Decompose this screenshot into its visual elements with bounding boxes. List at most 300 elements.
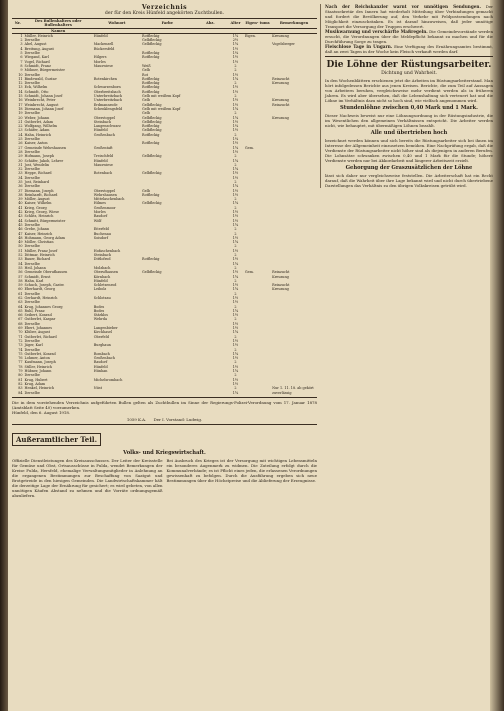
row-owner-name: Derselbe [24,81,40,86]
row-num: 36 [18,184,23,189]
row-home: Hünhan [93,369,108,374]
row-owner-name: Wolfgang, Wilhelm [24,124,57,129]
row-home: Kirchhasel [93,330,113,335]
row-note: Kreuzung [272,115,289,120]
article-body-2: Dieser Nachweis beweist nur eine Löhnungsordnung in der Rüstungsindustrie, die im Wesentlichen den allgemeinen Verhältnissen entspricht. Die Arbeiter werden nicht, wie behauptet, mit übermäßigen Löhnen bezahlt. [325,113,493,128]
row-owner-name: Breitung, August [24,46,54,51]
row-owner-name: Diemann, Johann Josef [24,106,64,111]
row-num: 65 [18,308,23,313]
row-ownership: Eigen. [244,33,256,38]
row-num: 55 [18,265,23,270]
article-subhead-2: Alle und übertrieben hoch [370,130,448,136]
register-subtitle: der für den Kreis Hünfeld angekörten Zuchtbullen. [104,11,225,16]
row-color: Gelbfleckig [142,171,162,176]
row-age: 1½ [232,214,239,219]
col-header-num: Nr. [12,19,24,29]
row-owner-name: Kaufmann, Joseph [24,360,56,365]
row-num: 17 [18,102,23,107]
row-num: 25 [18,137,23,142]
row-num: 42 [18,210,23,215]
row-owner-name: Möller, August [24,197,50,202]
row-color: Gelb [142,68,151,73]
row-age: 1½ [232,321,239,326]
row-owner-name: Hohmann, Georg Adam [24,235,65,240]
row-num: 73 [18,343,23,348]
article-headline: Die Löhne der Rüstungsarbeiter. [326,60,492,70]
row-age: 1¾ [232,351,239,356]
row-age: 1¾ [232,42,239,47]
row-owner-name: Krieg, Georg, Wiese [24,210,60,215]
row-owner-name: Müller, Franz Josef [24,248,58,253]
row-owner-name: Abel, August [24,42,47,47]
row-num: 27 [18,145,23,150]
row-owner-name: Hofmann, Joseph [24,154,55,159]
register-ref: 1059 K.A. [126,416,147,422]
row-num: 43 [18,214,23,219]
article-item-1-head: Nach der Reichskanzler warnt vor unnötigen Sendungen. [325,4,481,9]
row-age: 2 [234,265,237,270]
row-age: 1½ [232,326,239,331]
row-age: 1½ [232,257,239,262]
row-home: Molzbach [93,265,111,270]
row-age: 1½ [232,55,239,60]
row-home: Rotenbach [93,171,113,176]
row-num: 68 [18,321,23,326]
row-num: 83 [18,386,23,391]
row-num: 61 [18,291,23,296]
register-notice: Die in dem vorstehenden Verzeichnis aufgeführten Bullen gelten als Zuchtbullen im Sinne der Regierungs-Polizei-Verordnung vom 17. Januar 1878 (Amtsblatt Seite 40) vorzumerken. [12,399,317,410]
row-num: 59 [18,283,23,288]
row-age: 1½ [232,338,239,343]
row-age: 1¾ [232,308,239,313]
row-owner-name: Eck, Wilhelm [24,85,48,90]
row-age: 1¾ [232,167,239,172]
row-age: 1¾ [232,330,239,335]
row-num: 32 [18,167,23,172]
row-owner-name: Dittmar, Heinrich [24,253,55,258]
row-num: 11 [18,76,23,81]
row-num: 31 [18,162,23,167]
row-color: Rotfleckig [142,192,160,197]
row-color: Gelb mit weißem Kopf [142,106,181,111]
row-owner-name: Schmidt, Franz [24,63,51,68]
row-num: 79 [18,369,23,374]
row-age: 1¼ [232,124,239,129]
col-header-home: Wohnort [93,19,141,29]
row-home: Wehrda [93,317,107,322]
row-home: Eiterfeld [93,227,109,232]
row-num: 50 [18,244,23,249]
row-age: 1¾ [232,106,239,111]
row-owner-name: Derselbe [24,338,40,343]
table-header-row [12,19,317,29]
row-home: Rückersfeld [93,46,115,51]
row-age: 2 [234,63,237,68]
row-home: Hilgers [93,55,107,60]
row-color: Gelb [142,111,151,116]
row-color: Gelbfleckig [142,119,162,124]
col-header-note: Bemerkungen [271,19,317,29]
row-owner-name: Gemeinde Wehrshausen [24,145,67,150]
row-home: Unterbreitzbach [93,94,123,99]
row-note: Kreuzung [272,81,289,86]
row-age: 1½ [232,149,239,154]
row-color: Gelbfleckig [142,270,162,275]
row-owner-name: Schmidt, Otto [24,89,49,94]
row-num: 16 [18,98,23,103]
row-age: 1½ [232,364,239,369]
row-owner-name: Krug, Hubert [24,377,48,382]
row-age: 2 [234,253,237,258]
row-age: 1¾ [232,115,239,120]
row-owner-name: Schmidt, Johann Josef [24,94,63,99]
row-num: 39 [18,197,23,202]
article-item-2-head: Musikwarnung und verschärfte Maßregeln. [325,29,428,34]
row-num: 80 [18,373,23,378]
row-num: 53 [18,257,23,262]
row-num: 56 [18,270,23,275]
row-age: 1¾ [232,287,239,292]
col-subheader-name: Namen [24,28,93,33]
row-num: 38 [18,192,23,197]
row-home: Buchenau [93,231,111,236]
divider [12,397,317,398]
row-owner-name: Heil, Johann [24,265,46,270]
row-age: 2 [234,334,237,339]
row-age: 2 [234,227,237,232]
row-age: 1¾ [232,33,239,38]
row-num: 2 [20,38,23,43]
row-owner-name: Weinbrecht, Peter [24,98,56,103]
row-num: 45 [18,222,23,227]
row-owner-name: Derselbe [24,72,40,77]
row-num: 64 [18,304,23,309]
row-color: Rotfleckig [142,51,160,56]
row-owner-name: Gutberlet, Kaspar [24,317,56,322]
row-age: 2 [234,68,237,73]
row-owner-name: Jäger, Karl [24,343,43,348]
row-owner-name: Weber, Johann [24,115,50,120]
left-column [12,4,317,498]
section-columns [12,458,317,498]
row-home: Hünfeld [93,158,108,163]
row-color: Gelbfleckig [142,102,162,107]
row-owner-name: Derselbe [24,373,40,378]
row-home: Schwarzenborn [93,85,121,90]
row-num: 57 [18,274,23,279]
row-owner-name: Lohmer, Anton [24,356,50,361]
row-age: 2½ [232,38,239,43]
row-age: 1½ [232,283,239,288]
row-color: Rotfleckig [142,81,160,86]
col-header-owner: Des Bullenhalters oder Bullenhalters [24,19,93,29]
row-home: Oberfeld [93,334,109,339]
row-num: 3 [20,42,23,47]
row-age: 2 [234,94,237,99]
row-age: 1½ [232,46,239,51]
row-owner-name: Bauer, Richard [24,257,51,262]
row-owner-name: Derselbe [24,167,40,172]
row-home: Rasdorf [93,214,108,219]
row-owner-name: Schäfer, Jakob, Lehrer [24,158,64,163]
row-age: 1¼ [232,51,239,56]
row-num: 19 [18,111,23,116]
row-home [93,391,141,395]
row-owner-name: Weinbrecht, August [24,102,59,107]
row-note: Kreuzung [272,287,289,292]
article-item-3-head: Fleischlose Tage in Ungarn. [325,44,393,49]
row-num: 1 [20,33,23,38]
row-num: 60 [18,287,23,292]
row-num: 26 [18,141,23,146]
row-age: 2 [234,132,237,137]
row-owner-name: Hahn, Karl [24,278,44,283]
row-owner-name: Hübner, Johann [24,369,52,374]
row-age: 1½ [232,175,239,180]
row-age: 2 [234,347,237,352]
section-box-title: Außeramtlicher Teil. [12,433,101,446]
row-owner-name: Hahn, Heinrich [24,132,52,137]
row-age: 1½ [232,102,239,107]
register-signer: Der I. Vorstand: Ludwig. [153,416,203,422]
row-num: 14 [18,89,23,94]
row-age: 2 [234,154,237,159]
row-home: Hofaschenbach [93,248,121,253]
row-age: 2 [234,197,237,202]
row-num: 8 [20,63,23,68]
row-owner-name: Bindewald, Gustav [24,76,57,81]
row-owner-name: Derselbe [24,51,40,56]
table-row [12,391,317,395]
row-age: 1¼ [232,137,239,142]
row-age: 1¾ [232,145,239,150]
row-owner-name: Vogel, Richard [24,59,50,64]
row-num: 54 [18,261,23,266]
row-owner-name: Derselbe [24,300,40,305]
row-num: 28 [18,149,23,154]
row-owner-name: Derselbe [24,137,40,142]
row-age: 1½ [232,296,239,300]
section-heading: Volks- und Kriegswirtschaft. [123,449,206,456]
row-color: Gelbfleckig [142,154,162,159]
row-age: 1½ [232,235,239,240]
row-num: 37 [18,188,23,193]
row-owner-name: Schäfer, Adam [24,128,50,133]
row-age: 1¾ [232,369,239,374]
row-num: 76 [18,356,23,361]
row-owner-name: Ebert, Johannes [24,326,53,331]
row-age: 2 [234,304,237,309]
row-num: 62 [18,296,23,300]
row-home: Großenmoor [93,205,116,210]
row-num: 84 [18,390,23,395]
row-color: Gelb [142,188,151,193]
row-num: 66 [18,313,23,318]
right-column [320,4,493,188]
row-owner-name: Schlitz, Heinrich [24,214,54,219]
row-age: 1½ [232,128,239,133]
row-color: Gelbfleckig [142,42,162,47]
register-body [12,33,317,394]
row-home: Mauswiese [93,63,113,68]
row-num: 35 [18,179,23,184]
row-age: 2 [234,244,237,249]
row-home: Burghaun [93,343,111,348]
row-home: Oberstoppel [93,115,115,120]
row-home: Bodes [93,304,105,309]
article-item-3 [325,44,493,54]
row-color: Rotfleckig [142,89,160,94]
row-num: 58 [18,278,23,283]
article-subheadline: Dichtung und Wahrheit. [381,71,437,76]
row-age: 1¾ [232,274,239,279]
row-age: 2 [234,317,237,322]
page-edge-left [0,0,8,711]
row-owner-name: Klüber, August [24,330,51,335]
row-num: 49 [18,240,23,245]
row-age: 2 [234,162,237,167]
row-home: Steinbach [93,119,112,124]
col-header-age: Alter [227,19,244,29]
row-owner-name: Derselbe [24,38,40,43]
row-age: 1½ [232,72,239,77]
row-age: 2 [234,291,237,296]
row-age: 1½ [232,210,239,215]
row-owner-name: Derselbe [24,244,40,249]
col-header-type: Eigen- tums [244,19,271,29]
row-age: 2 [234,179,237,184]
row-age: 1½ [232,141,239,146]
row-owner-name: Derselbe [24,390,40,395]
row-num: 75 [18,351,23,356]
row-home: Langenschwarz [93,124,121,129]
row-home: Michelsrombach [93,377,123,382]
row-color: Gelb mit weißem Kopf [142,94,181,99]
row-color: Rotfleckig [142,141,160,146]
row-age: 1¾ [232,240,239,245]
row-age: 1¾ [232,76,239,81]
row-age: 1½ [232,98,239,103]
row-home: Rombach [93,351,110,356]
row-color: Gelbfleckig [142,128,162,133]
row-age: 1½ [232,381,239,386]
col-header-color: Farbe [141,19,193,29]
row-age: 1½ [232,59,239,64]
article-item-2 [325,29,493,44]
row-num: 72 [18,338,23,343]
row-home: Dittlofrod [93,257,111,262]
row-owner-name: Derselbe [24,291,40,296]
row-home: Oberufhausen [93,270,119,275]
row-owner-name: Derselbe [24,149,40,154]
row-owner-name: Gutberlet, Adam [24,119,54,124]
register-place-date: Hünfeld, den 6. August 1918. [12,409,71,415]
row-note: Nur 1. 11. 18. ab gekört [272,386,314,391]
row-num: 40 [18,201,23,206]
row-age: 1½ [232,188,239,193]
row-num: 67 [18,317,23,322]
row-owner-name: Jost, Reinhard [24,179,50,184]
row-num: 29 [18,154,23,159]
row-num: 6 [20,55,23,60]
row-age: 2 [234,231,237,236]
row-num: 9 [20,68,23,73]
row-age: 1½ [232,313,239,318]
row-owner-name: Henkel, Heinrich [24,386,54,391]
row-age: 1½ [232,171,239,176]
row-owner-name: Gemeinde Oberufhausen [24,270,68,275]
row-owner-name: Derselbe [24,321,40,326]
row-num: 13 [18,85,23,90]
row-owner-name: Ruhl, Franz [24,308,45,313]
article-item-3-body: Eine Verfügung des Ernährungsamtes bestimmt, daß an zwei Tagen in der Woche kein Fleisch verkauft werden darf. [325,44,493,54]
row-color: Rotfleckig [142,257,160,262]
row-num: 10 [18,72,23,77]
row-color: Rotfleckig [142,33,160,38]
col-header-mark: Abz. [194,19,228,29]
row-color: Rotfleckig [142,55,160,60]
row-home: Morles [93,59,106,64]
row-mark [194,391,228,395]
row-home: Steinbach [93,253,112,258]
row-owner-name: Gerhardt, Heinrich [24,296,58,300]
row-age: 2 [234,278,237,283]
row-color: Rotfleckig [142,124,160,129]
row-home: Soisdorf [93,235,109,240]
row-note: Kreuzung [272,33,289,38]
row-home: Großentaft [93,145,113,150]
row-num: 5 [20,51,23,56]
row-home: Nüst [93,386,103,391]
row-num: 22 [18,124,23,129]
row-age: 1½ [232,300,239,305]
row-num: 70 [18,330,23,335]
row-owner-name: Diemann, Joseph [24,188,54,193]
row-owner-name: Stiller, Heinrich [24,364,52,369]
row-home: Mackenzell [93,42,114,47]
article-body-4: lässt sich daher nur vergleichsweise feststellen. Die Arbeiterschaft hat ein Recht darauf, daß die Wahrheit über ihre Lage bekannt wird und nicht durch übertriebene Darstellungen das Verhältnis zu den übrigen Volkskreisen getrübt wird. [325,173,493,188]
row-color: Weiß [142,63,151,68]
row-home: Hünfeld [93,364,108,369]
row-num: 7 [20,59,23,64]
row-home: Oberbreitzbach [93,89,121,94]
row-num: 71 [18,334,23,339]
row-owner-name: Derselbe [24,261,40,266]
row-color [141,391,193,395]
row-color: Gelb [142,98,151,103]
row-home: Mittelaschenbach [93,197,125,202]
row-note: Reinzucht [272,270,290,275]
row-age: 1½ [232,377,239,382]
divider [325,56,493,57]
row-owner-name: Gutberlet, Richard [24,334,57,339]
row-owner-name: Schuch, Joseph, Gastw. [24,283,65,288]
row-home: Großenbach [93,356,115,361]
row-age: 1½ [232,343,239,348]
row-num: 21 [18,119,23,124]
row-owner-name: Schmidt, Ernst [24,274,51,279]
row-num: 52 [18,253,23,258]
article-body-3: bezeichnet werden können und sich bereits die Rüstungsarbeiter sich bei ihnen im Interesse der Allgemeinheit einzusetzen bemühen. Eine Nachprüfung ergab, daß die Verdienste der Rüstungsarbeiter nicht höher sind als diejenigen in anderen Berufen. Die Lohnsätze schwanken zwischen 0,40 und 1 Mark für die Stunde; höhere Verdienste werden nur bei Akkordarbeit und längerer Arbeitszeit erzielt. [325,138,493,163]
row-owner-name: Kaiser, Anton [24,141,48,146]
row-num: 81 [18,377,23,382]
row-age: 1¾ [232,222,239,227]
row-age: 1½ [232,192,239,197]
row-home: Rotenkirchen [93,76,117,81]
row-owner-name: Möller, Christian [24,240,54,245]
row-home: Bodes [93,308,105,313]
row-note: Kreuzung [272,274,289,279]
